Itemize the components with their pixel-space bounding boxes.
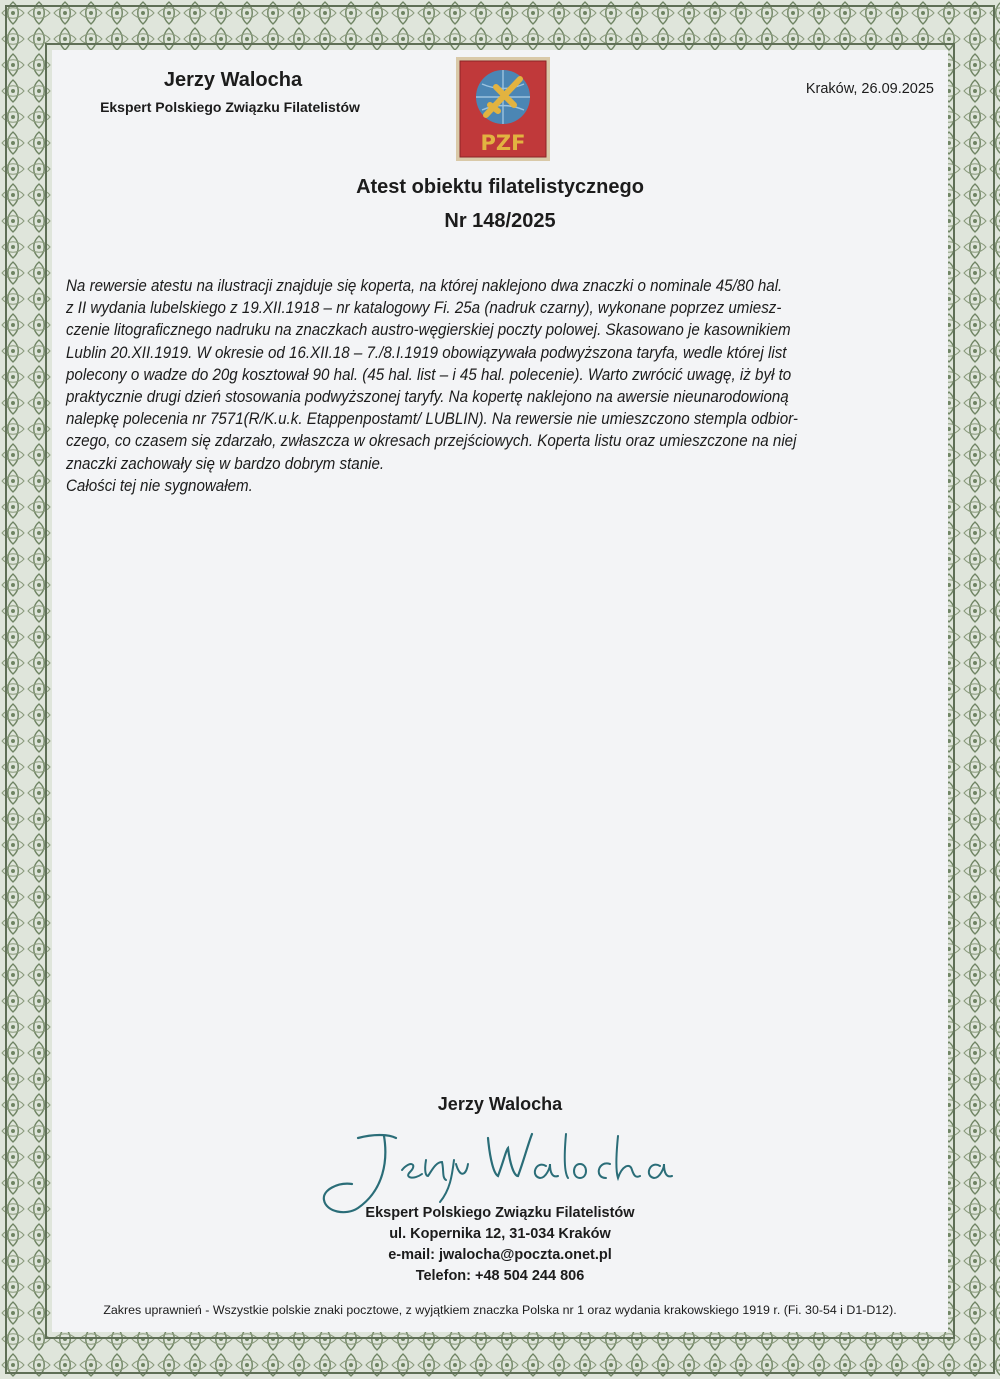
- body-line: Na rewersie atestu na ilustracji znajduje się koperta, na której naklejono dwa znaczki o nominale 45/80 hal.: [66, 277, 783, 295]
- signatory-email: e-mail: jwalocha@poczta.onet.pl: [388, 1247, 612, 1263]
- body-line: czenie litograficznego nadruku na znaczkach austro-węgierskiej poczty polowej. Skasowano je kasownikiem: [66, 321, 791, 340]
- body-line: czego, co czasem się zdarzało, zwłaszcza w okresach przejściowych. Koperta listu oraz umieszczone na niej: [66, 432, 797, 451]
- body-line: Lublin 20.XII.1919. W okresie od 16.XII.18 – 7./8.I.1919 obowiązywała podwyższona taryfa, wedle której list: [66, 343, 787, 362]
- body-line: znaczki zachowały się w bardzo dobrym stanie.: [66, 454, 385, 473]
- certificate-title: Atest obiektu filatelistycznego: [356, 176, 644, 198]
- expert-name: Jerzy Walocha: [163, 69, 303, 91]
- certificate-number: Nr 148/2025: [444, 210, 556, 232]
- signatory-phone: Telefon: +48 504 244 806: [415, 1268, 585, 1284]
- scope-of-authority-footer: Zakres uprawnień - Wszystkie polskie znaki pocztowe, z wyjątkiem znaczka Polska nr 1 oraz wydania krakowskiego 1919 r. (Fi. 30-54 i D1-D12).: [103, 1303, 897, 1317]
- signatory-name: Jerzy Walocha: [437, 1094, 563, 1114]
- body-line: z II wydania lubelskiego z 19.XII.1918 – nr katalogowy Fi. 25a (nadruk czarny), wykonane poprzez umiesz-: [66, 299, 782, 318]
- logo-text: PZF: [480, 131, 526, 155]
- place-date: Kraków, 26.09.2025: [805, 81, 934, 97]
- signatory-address: ul. Kopernika 12, 31-034 Kraków: [389, 1226, 611, 1242]
- body-line: Całości tej nie sygnowałem.: [66, 476, 253, 495]
- body-line: polecony o wadze do 20g kosztował 90 hal. (45 hal. list – i 45 hal. polecenie). Warto zwrócić uwagę, iż był to: [66, 365, 792, 384]
- pzf-logo: [456, 57, 550, 161]
- body-line: praktycznie drugi dzień stosowania podwyższonej taryfy. Na kopertę naklejono na awersie nieunarodowioną: [66, 388, 789, 407]
- signatory-title: Ekspert Polskiego Związku Filatelistów: [365, 1205, 635, 1221]
- body-line: nalepkę polecenia nr 7571(R/K.u.k. Etappenpostamt/ LUBLIN). Na rewersie nie umieszczono stempla odbior-: [66, 410, 798, 429]
- certificate-body: [66, 275, 875, 497]
- signature-contact-block: [300, 1203, 700, 1287]
- expert-title: Ekspert Polskiego Związku Filatelistów: [100, 99, 360, 115]
